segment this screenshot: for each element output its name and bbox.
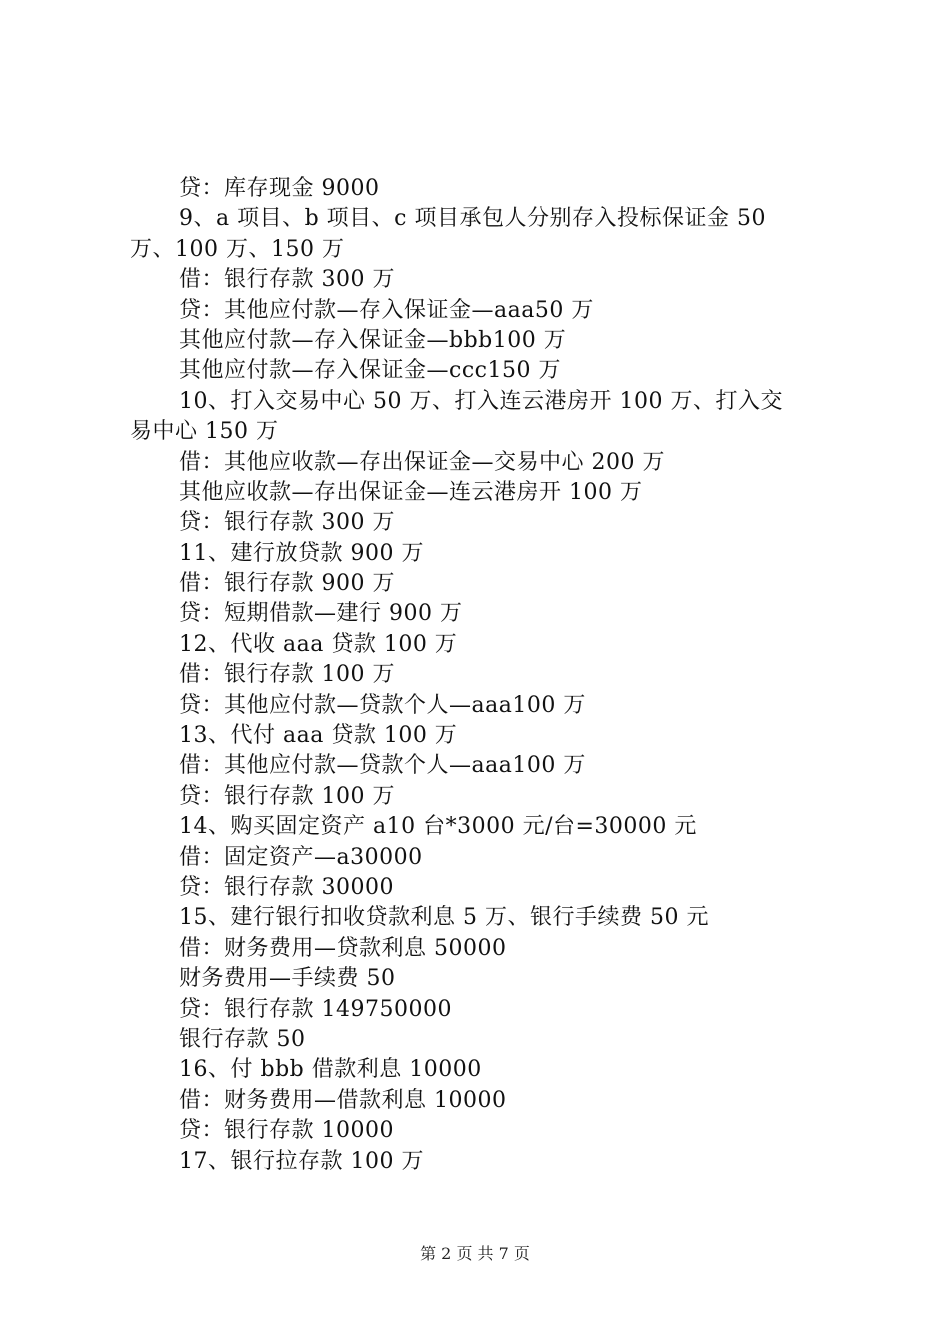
text-line: 银行存款 50	[179, 1026, 306, 1052]
text-line: 借：财务费用—贷款利息 50000	[179, 935, 507, 961]
text-line: 12、代收 aaa 贷款 100 万	[179, 631, 458, 657]
text-line: 贷：银行存款 300 万	[179, 510, 395, 536]
text-line: 16、付 bbb 借款利息 10000	[179, 1057, 482, 1083]
text-line: 万、100 万、150 万	[130, 236, 345, 262]
text-line: 易中心 150 万	[130, 419, 279, 445]
text-line: 11、建行放贷款 900 万	[179, 540, 424, 566]
text-line: 借：银行存款 900 万	[179, 571, 395, 597]
text-line: 借：银行存款 100 万	[179, 662, 395, 688]
text-line: 14、购买固定资产 a10 台*3000 元/台=30000 元	[179, 814, 697, 840]
text-line: 借：其他应收款—存出保证金—交易中心 200 万	[179, 449, 665, 475]
text-line: 借：固定资产—a30000	[179, 844, 423, 870]
text-line: 贷：其他应付款—贷款个人—aaa100 万	[179, 692, 586, 718]
text-line: 财务费用—手续费 50	[179, 966, 396, 992]
text-line: 贷：短期借款—建行 900 万	[179, 601, 463, 627]
text-line: 其他应付款—存入保证金—bbb100 万	[179, 327, 567, 353]
text-line: 借：财务费用—借款利息 10000	[179, 1087, 507, 1113]
text-line: 其他应付款—存入保证金—ccc150 万	[179, 358, 561, 384]
text-line: 贷：银行存款 100 万	[179, 783, 395, 809]
text-line: 15、建行银行扣收贷款利息 5 万、银行手续费 50 元	[179, 905, 709, 931]
document-body	[0, 174, 950, 1177]
text-line: 贷：其他应付款—存入保证金—aaa50 万	[179, 297, 594, 323]
text-line: 贷：银行存款 30000	[179, 874, 394, 900]
page-number-footer: 第 2 页 共 7 页	[420, 1244, 530, 1263]
text-line: 借：银行存款 300 万	[179, 267, 395, 293]
text-line: 其他应收款—存出保证金—连云港房开 100 万	[179, 479, 643, 505]
text-line: 贷：库存现金 9000	[179, 176, 380, 201]
text-line: 13、代付 aaa 贷款 100 万	[179, 723, 458, 749]
text-line: 贷：银行存款 149750000	[179, 996, 452, 1022]
text-line: 17、银行拉存款 100 万	[179, 1148, 424, 1174]
text-line: 10、打入交易中心 50 万、打入连云港房开 100 万、打入交	[179, 388, 783, 414]
text-line: 借：其他应付款—贷款个人—aaa100 万	[179, 753, 586, 779]
text-line: 9、a 项目、b 项目、c 项目承包人分别存入投标保证金 50	[179, 206, 766, 232]
text-line: 贷：银行存款 10000	[179, 1118, 394, 1144]
